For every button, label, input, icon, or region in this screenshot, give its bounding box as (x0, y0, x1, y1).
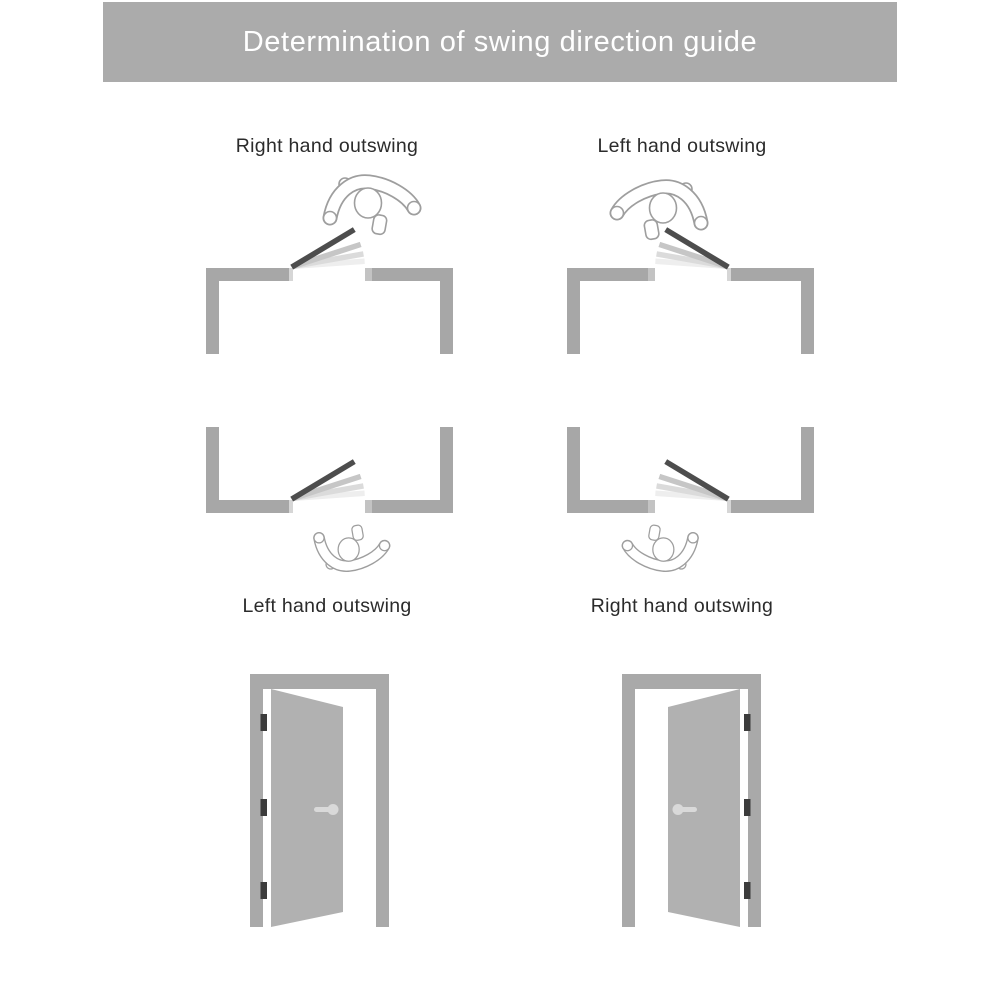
door-frame (622, 674, 761, 689)
room-bottom-left (206, 427, 453, 513)
person-top-view-icon (314, 525, 390, 570)
person-top-view-icon (324, 178, 421, 235)
person-top-view-icon (622, 525, 698, 570)
hinge-icon (744, 714, 751, 731)
label-top-left: Right hand outswing (235, 135, 419, 157)
swing-door-icon (655, 459, 730, 501)
label-top-right: Left hand outswing (597, 135, 767, 157)
swing-door-icon (655, 227, 730, 269)
hinge-icon (261, 799, 268, 816)
hinge-icon (261, 882, 268, 899)
label-bottom-right: Right hand outswing (590, 595, 774, 617)
room-bottom-right (567, 427, 814, 513)
label-bottom-left: Left hand outswing (242, 595, 412, 617)
room-top-left (206, 227, 453, 354)
hinge-icon (744, 799, 751, 816)
person-top-view-icon (611, 183, 708, 240)
swing-door-icon (290, 459, 365, 501)
door-illustration-right (622, 674, 761, 927)
page-title: Determination of swing direction guide (242, 25, 758, 58)
swing-door-icon (290, 227, 365, 269)
door-illustration-left (250, 674, 389, 927)
hinge-icon (744, 882, 751, 899)
hinge-icon (261, 714, 268, 731)
room-top-right (567, 227, 814, 354)
door-frame (250, 674, 389, 689)
